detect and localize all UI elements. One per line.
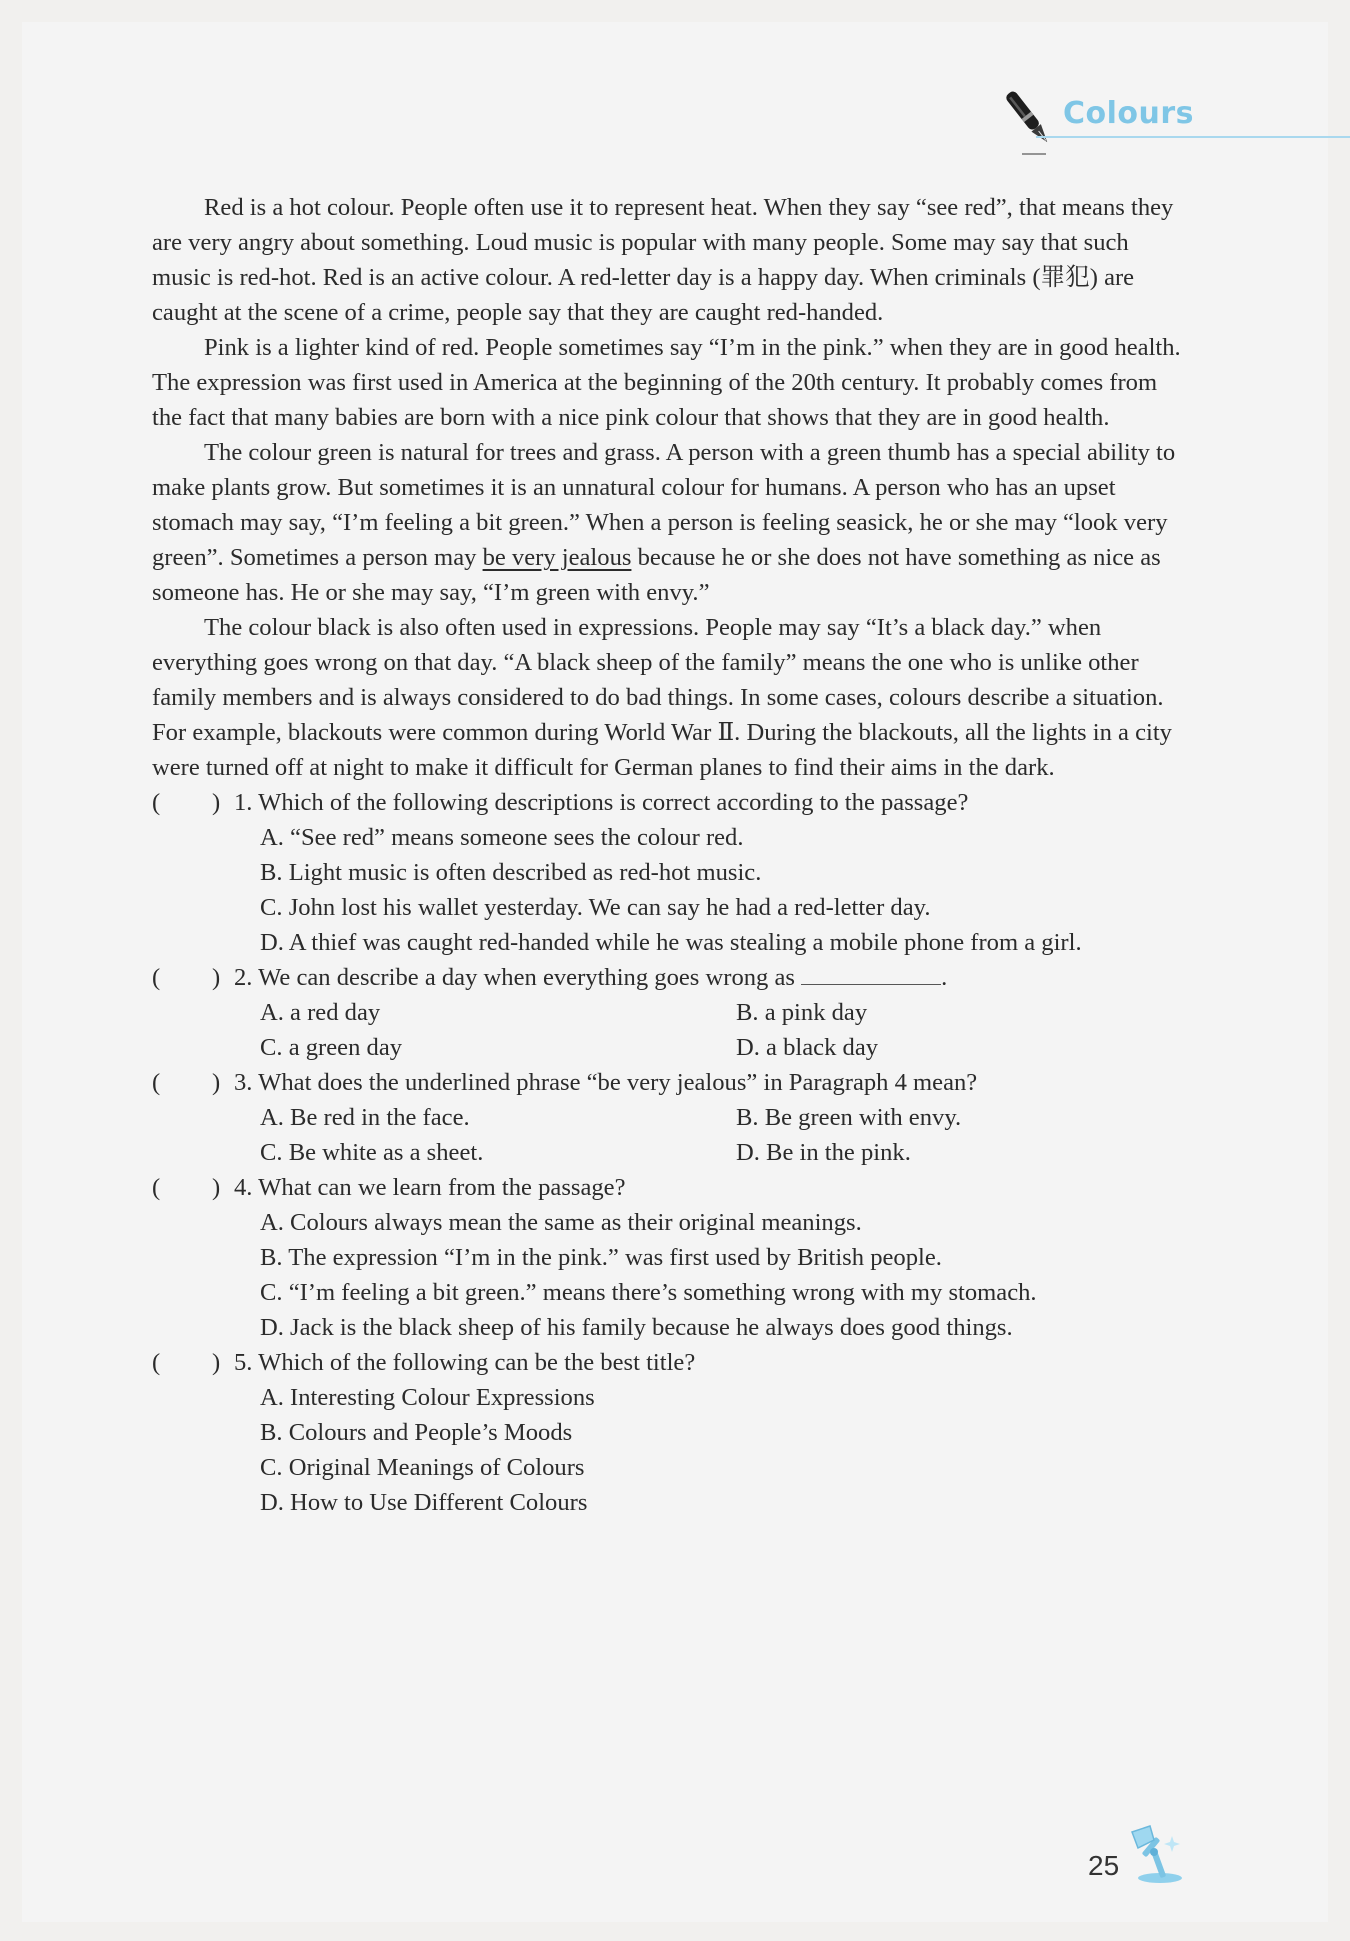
answer-bracket-close: ): [212, 789, 221, 816]
option-b: B. Light music is often described as red-hot music.: [260, 859, 762, 886]
answer-bracket-open[interactable]: (: [152, 964, 161, 991]
answer-bracket-close: ): [212, 1069, 221, 1096]
paragraph-1: Red is a hot colour. People often use it to represent heat. When they say “see red”, that means they are very angry about something. Loud music is popular with many people. Some may say that such music is red-hot. Red is an active colour. A red-letter day is a happy day. When criminals (罪犯) are caught at the scene of a crime, people say that they are caught red-handed.: [152, 194, 1174, 326]
page-number: 25: [1088, 1850, 1120, 1881]
option-d: D. a black day: [736, 1034, 879, 1061]
option-c: C. “I’m feeling a bit green.” means there’s something wrong with my stomach.: [260, 1279, 1037, 1306]
option-a: A. Interesting Colour Expressions: [260, 1384, 595, 1411]
option-b: B. a pink day: [736, 999, 868, 1026]
option-a: A. Be red in the face.: [260, 1104, 470, 1131]
option-list: [152, 995, 1190, 1065]
option-b: B. The expression “I’m in the pink.” was first used by British people.: [260, 1244, 942, 1271]
paragraph-4: The colour black is also often used in expressions. People may say “It’s a black day.” when everything goes wrong on that day. “A black sheep of the family” means the one who is unlike other family members and is always considered to do bad things. In some cases, colours describe a situation. For example, blackouts were common during World War Ⅱ. During the blackouts, all the lights in a city were turned off at night to make it difficult for German planes to find their aims in the dark.: [152, 614, 1172, 781]
answer-bracket-open[interactable]: (: [152, 1069, 161, 1096]
paragraph-3: [152, 435, 1190, 610]
page-title: Colours: [1063, 96, 1195, 131]
question-1: [152, 785, 1190, 960]
answer-bracket-close: ): [212, 964, 221, 991]
desk-lamp-icon: [1126, 1822, 1188, 1884]
option-list: [152, 1100, 1190, 1170]
answer-blank[interactable]: [801, 962, 941, 985]
page-header: [0, 0, 1350, 160]
option-a: A. “See red” means someone sees the colour red.: [260, 824, 744, 851]
option-list: [152, 1205, 1190, 1345]
fountain-pen-icon: [1002, 84, 1058, 156]
question-text: 1. Which of the following descriptions is correct according to the passage?: [234, 789, 969, 816]
option-d: D. Be in the pink.: [736, 1139, 911, 1166]
answer-bracket-open[interactable]: (: [152, 1174, 161, 1201]
question-text: 4. What can we learn from the passage?: [234, 1174, 626, 1201]
option-a: A. Colours always mean the same as their original meanings.: [260, 1209, 862, 1236]
option-d: D. Jack is the black sheep of his family because he always does good things.: [260, 1314, 1013, 1341]
question-text: 5. Which of the following can be the best title?: [234, 1349, 696, 1376]
question-2-end: .: [941, 964, 948, 991]
option-c: C. a green day: [260, 1034, 403, 1061]
option-b: B. Colours and People’s Moods: [260, 1419, 573, 1446]
option-list: [152, 820, 1190, 960]
option-c: C. Original Meanings of Colours: [260, 1454, 585, 1481]
question-5: [152, 1345, 1190, 1520]
paragraph-2: Pink is a lighter kind of red. People sometimes say “I’m in the pink.” when they are in good health. The expression was first used in America at the beginning of the 20th century. It probably comes from the fact that many babies are born with a nice pink colour that shows that they are in good health.: [152, 334, 1181, 431]
option-list: [152, 1380, 1190, 1520]
answer-bracket-close: ): [212, 1174, 221, 1201]
question-2-stem: 2. We can describe a day when everything goes wrong as: [234, 964, 795, 991]
question-text: [234, 960, 1190, 995]
option-a: A. a red day: [260, 999, 381, 1026]
question-text: 3. What does the underlined phrase “be very jealous” in Paragraph 4 mean?: [234, 1069, 978, 1096]
option-b: B. Be green with envy.: [736, 1104, 962, 1131]
underlined-phrase: be very jealous: [482, 544, 632, 571]
header-rule: [1036, 136, 1350, 138]
reading-passage: [152, 190, 1190, 1520]
paragraph-3-before: The colour green is natural for trees and grass. A person with a green thumb has a special ability to make plants grow. But sometimes it is an unnatural colour for humans. A person who has an upset stomach may say, “I’m feeling a bit green.” When a person is feeling seasick, he or she may “look very green”. Sometimes a person may: [152, 439, 1176, 571]
option-c: C. Be white as a sheet.: [260, 1139, 484, 1166]
answer-bracket-close: ): [212, 1349, 221, 1376]
option-d: D. A thief was caught red-handed while he was stealing a mobile phone from a girl.: [260, 929, 1082, 956]
option-d: D. How to Use Different Colours: [260, 1489, 588, 1516]
answer-bracket-open[interactable]: (: [152, 1349, 161, 1376]
question-3: [152, 1065, 1190, 1170]
question-4: [152, 1170, 1190, 1345]
question-2: [152, 960, 1190, 1065]
option-c: C. John lost his wallet yesterday. We can say he had a red-letter day.: [260, 894, 931, 921]
paragraph-3-after: because he or she does not have something as nice as someone has. He or she may say, “I’m green with envy.”: [152, 544, 1161, 606]
answer-bracket-open[interactable]: (: [152, 789, 161, 816]
